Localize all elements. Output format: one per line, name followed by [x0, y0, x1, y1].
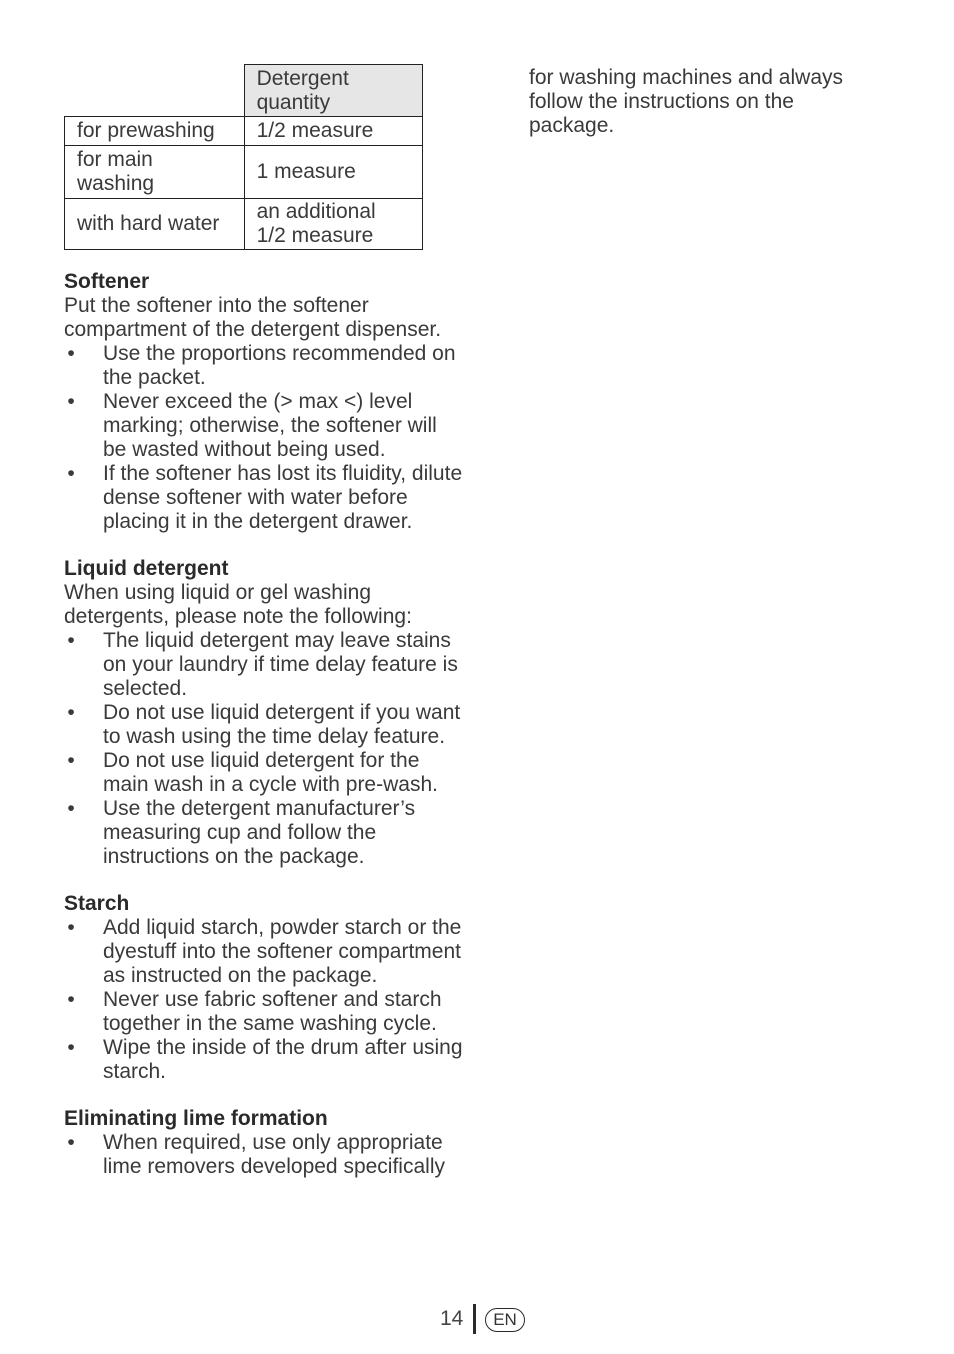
- section-heading: Softener: [64, 270, 150, 293]
- section-heading: Eliminating lime formation: [64, 1107, 328, 1130]
- bullet-icon: •: [67, 749, 75, 772]
- list-item-text: Use the proportions recommended on the packet.: [103, 342, 456, 389]
- list-item: [64, 390, 464, 462]
- bullet-icon: •: [67, 701, 75, 724]
- table-cell-quantity: 1/2 measure: [244, 117, 422, 146]
- bullet-icon: •: [67, 916, 75, 939]
- list-item: [64, 797, 464, 869]
- list-item: [64, 1036, 464, 1084]
- table-header-row: [65, 65, 423, 117]
- list-item: [64, 1131, 464, 1179]
- list-item-text: Wipe the inside of the drum after using starch.: [103, 1036, 463, 1083]
- table-cell-quantity: 1 measure: [244, 146, 422, 199]
- table-cell-usage: with hard water: [65, 199, 245, 250]
- list-item-text: Never use fabric softener and starch together in the same washing cycle.: [103, 988, 442, 1035]
- softener-section: [64, 270, 464, 534]
- section-heading: Liquid detergent: [64, 557, 229, 580]
- list-item-text: Do not use liquid detergent if you want to wash using the time delay feature.: [103, 701, 461, 748]
- bullet-list: [64, 342, 464, 534]
- footer-divider: [473, 1304, 476, 1334]
- bullet-icon: •: [67, 988, 75, 1011]
- lime-formation-section: [64, 1107, 464, 1179]
- bullet-icon: •: [67, 1131, 75, 1154]
- list-item: [64, 988, 464, 1036]
- continued-text: for washing machines and always follow the instructions on the package.: [529, 66, 843, 137]
- bullet-icon: •: [67, 342, 75, 365]
- list-item-text: Do not use liquid detergent for the main wash in a cycle with pre-wash.: [103, 749, 438, 796]
- table-row: [65, 199, 423, 250]
- detergent-quantity-table: [64, 64, 423, 250]
- bullet-list: [64, 1131, 464, 1179]
- table-cell-usage: for main washing: [65, 146, 245, 199]
- list-item: [64, 749, 464, 797]
- list-item: [64, 462, 464, 534]
- table-row: [65, 117, 423, 146]
- list-item: [64, 701, 464, 749]
- table-cell-quantity: an additional 1/2 measure: [244, 199, 422, 250]
- bullet-list: [64, 916, 464, 1084]
- table-header-blank: [65, 65, 245, 117]
- section-heading: Starch: [64, 892, 130, 915]
- list-item-text: Use the detergent manufacturer’s measuring cup and follow the instructions on the package.: [103, 797, 416, 868]
- list-item-text: The liquid detergent may leave stains on your laundry if time delay feature is selected.: [103, 629, 458, 700]
- list-item-text: When required, use only appropriate lime removers developed specifically: [103, 1131, 445, 1178]
- left-column: [64, 64, 464, 1179]
- liquid-detergent-section: [64, 557, 464, 869]
- list-item-text: Never exceed the (> max <) level marking; otherwise, the softener will be wasted without being used.: [103, 390, 437, 461]
- starch-section: [64, 892, 464, 1084]
- table-cell-usage: for prewashing: [65, 117, 245, 146]
- right-column: [529, 66, 879, 138]
- bullet-icon: •: [67, 390, 75, 413]
- page-footer: [0, 1304, 954, 1334]
- bullet-icon: •: [67, 629, 75, 652]
- list-item: [64, 916, 464, 988]
- section-intro: Put the softener into the softener compartment of the detergent dispenser.: [64, 294, 442, 341]
- list-item: [64, 342, 464, 390]
- list-item: [64, 629, 464, 701]
- bullet-list: [64, 629, 464, 869]
- bullet-icon: •: [67, 1036, 75, 1059]
- table-header-detergent-quantity: Detergent quantity: [244, 65, 422, 117]
- page-number: 14: [440, 1307, 464, 1330]
- section-intro: When using liquid or gel washing detergents, please note the following:: [64, 581, 412, 628]
- list-item-text: Add liquid starch, powder starch or the dyestuff into the softener compartment as instructed on the package.: [103, 916, 462, 987]
- language-badge: EN: [485, 1308, 525, 1332]
- list-item-text: If the softener has lost its fluidity, dilute dense softener with water before placing it in the detergent drawer.: [103, 462, 463, 533]
- bullet-icon: •: [67, 462, 75, 485]
- table-row: [65, 146, 423, 199]
- bullet-icon: •: [67, 797, 75, 820]
